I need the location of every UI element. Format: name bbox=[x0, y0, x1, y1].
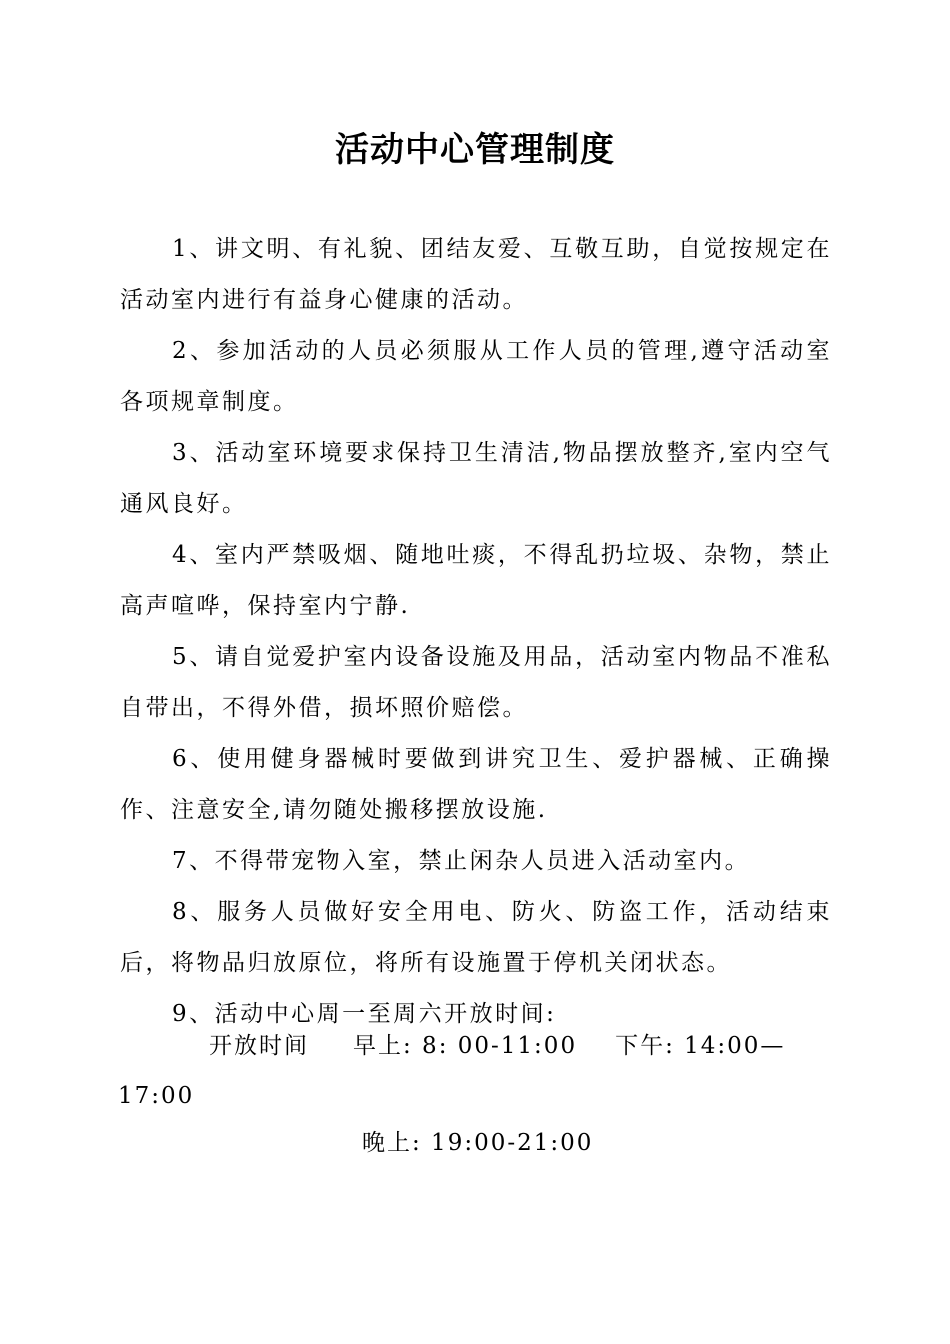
rule-item: 3、活动室环境要求保持卫生清洁,物品摆放整齐,室内空气通风良好。 bbox=[120, 440, 832, 517]
rule-item: 1、讲文明、有礼貌、团结友爱、互敬互助，自觉按规定在活动室内进行有益身心健康的活动。 bbox=[120, 236, 832, 313]
morning-hours: 早上: 8: 00-11:00 bbox=[353, 1033, 578, 1059]
rule-item: 6、使用健身器械时要做到讲究卫生、爱护器械、正确操作、注意安全,请勿随处搬移摆放设施. bbox=[120, 746, 832, 823]
rule-item: 7、不得带宠物入室，禁止闲杂人员进入活动室内。 bbox=[172, 848, 751, 874]
rule-item: 5、请自觉爱护室内设备设施及用品，活动室内物品不准私自带出，不得外借，损坏照价赔偿。 bbox=[120, 644, 832, 721]
rule-item: 4、室内严禁吸烟、随地吐痰，不得乱扔垃圾、杂物，禁止高声喧哗，保持室内宁静. bbox=[120, 542, 832, 619]
afternoon-hours-end: 17:00 bbox=[118, 1083, 195, 1109]
opening-hours-line bbox=[209, 1021, 785, 1072]
rules-list bbox=[120, 224, 832, 1040]
document-title: 活动中心管理制度 bbox=[335, 130, 615, 170]
rule-item: 8、服务人员做好安全用电、防火、防盗工作，活动结束后，将物品归放原位，将所有设施置于停机关闭状态。 bbox=[120, 899, 832, 976]
rule-item: 9、活动中心周一至周六开放时间: bbox=[172, 1001, 557, 1027]
rule-item: 2、参加活动的人员必须服从工作人员的管理,遵守活动室各项规章制度。 bbox=[120, 338, 832, 415]
evening-hours: 晚上: 19:00-21:00 bbox=[362, 1130, 594, 1156]
hours-label: 开放时间 bbox=[209, 1033, 309, 1059]
afternoon-hours-start: 下午: 14:00— bbox=[615, 1033, 786, 1059]
